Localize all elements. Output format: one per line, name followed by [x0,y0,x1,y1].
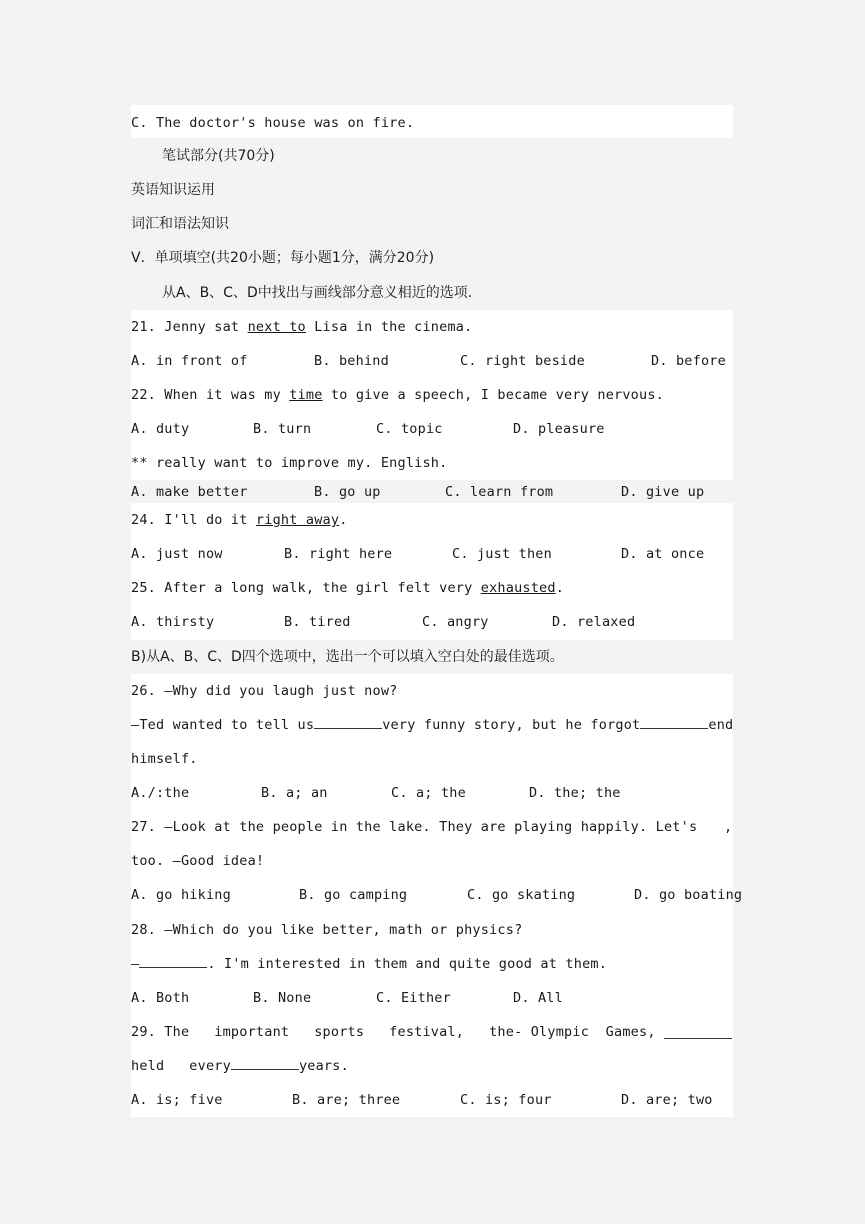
option-a: A. thirsty [131,614,215,630]
instruction-a: 从A、B、C、D中找出与画线部分意义相近的选项. [162,285,473,301]
option-d: D. give up [621,484,705,500]
option-c: C. angry [422,614,489,630]
option-b: B. go up [314,484,381,500]
option-a: A. just now [131,546,223,562]
previous-answer-line: C. The doctor's house was on fire. [131,115,415,131]
question-23: ** really want to improve my. English. [131,455,448,471]
option-a: A. go hiking [131,887,231,903]
option-d: D. are; two [621,1092,713,1108]
option-a: A. Both [131,990,190,1006]
option-c: C. is; four [460,1092,552,1108]
option-b: B. tired [284,614,351,630]
question-28-line2: — . I'm interested in them and quite good at them. [131,956,608,972]
option-a: A./:the [131,785,190,801]
question-22: 22. When it was my time to give a speech, I became very nervous. [131,387,664,403]
question-26-line2: —Ted wanted to tell us very funny story, but he forgot end [131,717,734,733]
option-c: C. right beside [460,353,585,369]
option-d: D. the; the [529,785,621,801]
option-b: B. go camping [299,887,408,903]
option-d: D. before [651,353,726,369]
question-21: 21. Jenny sat next to Lisa in the cinema. [131,319,473,335]
option-d: D. relaxed [552,614,636,630]
option-b: B. right here [284,546,393,562]
question-29: 29. The important sports festival, the- Olympic Games, [131,1024,656,1040]
question-26-line3: himself. [131,751,198,767]
instruction-b: B)从A、B、C、D四个选项中，选出一个可以填入空白处的最佳选项。 [131,649,564,665]
question-27-line2: too. —Good idea! [131,853,265,869]
answer-blank[interactable] [640,715,708,729]
option-d: D. at once [621,546,705,562]
option-d: D. All [513,990,563,1006]
option-a: A. in front of [131,353,248,369]
section-heading-english: 英语知识运用 [131,182,215,198]
option-b: B. turn [253,421,312,437]
option-b: B. a; an [261,785,328,801]
option-a: A. duty [131,421,190,437]
option-c: C. go skating [467,887,576,903]
question-27: 27. —Look at the people in the lake. They are playing happily. Let's [131,819,698,835]
option-a: A. make better [131,484,248,500]
option-d: D. pleasure [513,421,605,437]
section-heading-v: V．单项填空(共20小题；每小题1分，满分20分) [131,250,435,266]
section-heading-vocab: 词汇和语法知识 [131,216,229,232]
answer-blank[interactable] [664,1025,732,1039]
answer-blank[interactable] [231,1056,299,1070]
question-28: 28. —Which do you like better, math or physics? [131,922,523,938]
section-heading-written: 笔试部分(共70分) [162,148,275,164]
question-29-line2: held every years. [131,1058,349,1074]
question-24: 24. I'll do it right away. [131,512,348,528]
question-26: 26. —Why did you laugh just now? [131,683,398,699]
option-a: A. is; five [131,1092,223,1108]
option-c: C. learn from [445,484,554,500]
option-b: B. are; three [292,1092,401,1108]
option-b: B. behind [314,353,389,369]
option-d: D. go boating [634,887,743,903]
answer-blank[interactable] [314,715,382,729]
option-b: B. None [253,990,312,1006]
question-27-comma: , [724,819,733,835]
option-c: C. just then [452,546,552,562]
question-25: 25. After a long walk, the girl felt very exhausted. [131,580,565,596]
option-c: C. Either [376,990,451,1006]
option-c: C. topic [376,421,443,437]
option-c: C. a; the [391,785,466,801]
answer-blank[interactable] [139,954,207,968]
